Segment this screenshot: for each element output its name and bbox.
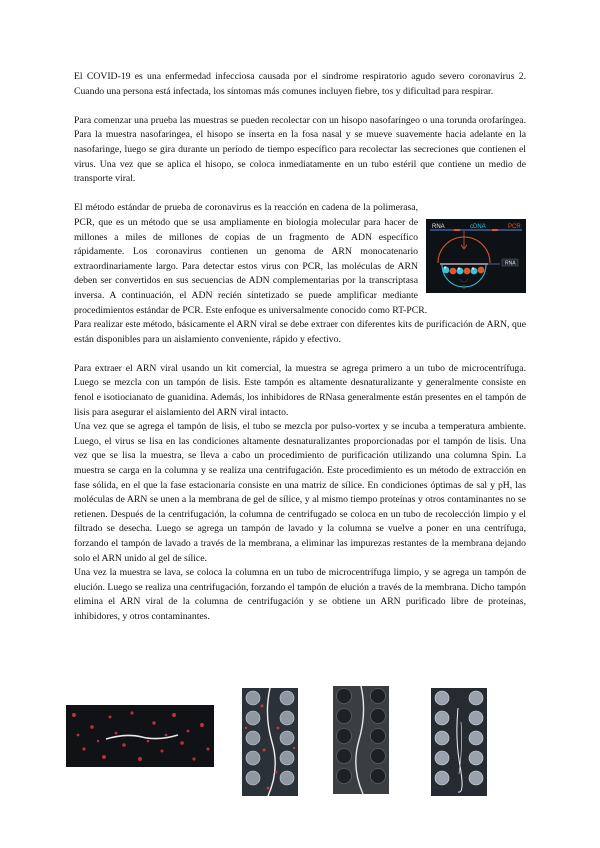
virus-photo-1 (66, 705, 214, 767)
paragraph-pcr-method (74, 201, 526, 318)
paragraph-sample-collection: Para comenzar una prueba las muestras se pueden recolectar con un hisopo nasofaríngeo o una torunda orofaríngea. Para la muestra nasofaríngea, el hisopo se inserta en la fosa nasal y se mueve suavemente hacia adelante en la nasofaringe, luego se gira durante un período de tiempo específico para recolectar las secreciones que contienen el virus. Una vez que se aplica el hisopo, se coloca inmediatamente en un tubo estéril que contiene un medio de transporte viral. (74, 114, 526, 185)
article-body (74, 70, 526, 625)
paragraph-lysis-purification: Una vez que se agrega el tampón de lisis, el tubo se mezcla por pulso-vortex y se incuba a temperatura ambiente. Luego, el virus se lisa en las condiciones altamente desnaturalizantes proporcionadas por el tampón de lisis. Una vez que se lisa la muestra, se lleva a cabo un procedimiento de purificación utilizando una columna Spin. La muestra se carga en la columna y se realiza una centrifugación. Este procedimiento es un método de extracción en fase sólida, en el que la fase estacionaria consiste en una matriz de sílice. En condiciones óptimas de sal y pH, las moléculas de ARN se unen a la membrana de gel de sílice, y al mismo tiempo proteínas y otros contaminantes no se retienen. Después de la centrifugación, la columna de centrifugado se coloca en un tubo de recolección limpio y el filtrado se desecha. Luego se agrega un tampón de lavado y la columna se vuelve a poner en una centrífuga, forzando el tampón de lavado a través de la membrana, a eliminar las impurezas restantes de la membrana dejando solo el ARN unido al gel de sílice. (74, 421, 526, 564)
spin-column-photo-2 (333, 686, 389, 794)
paragraph-covid-intro: El COVID-19 es una enfermedad infecciosa causada por el síndrome respiratorio agudo severo coronavirus 2. Cuando una persona está infectada, los síntomas más comunes incluyen fiebre, tos y dificultad para respirar. (74, 71, 526, 97)
rna-label: RNA (432, 224, 445, 230)
paragraph-rna-extraction: Para realizar este método, básicamente el ARN viral se debe extraer con diferentes kits de purificación de ARN, que están disponibles para un aislamiento conveniente, rápido y efectivo. (74, 319, 526, 345)
paragraph-pcr-method-text: El método estándar de prueba de coronavirus es la reacción en cadena de la polimerasa, PCR, que es un método que se usa ampliamente en biología molecular para hacer de millones a miles de millones de copias de un fragmento de ADN específico rápidamente. Los coronavirus contienen un genoma de ARN monocatenario extraordinariamente largo. Para detectar estos virus con PCR, las moléculas de ARN deben ser convertidos en sus secuencias de ADN complementarias por la transcriptasa inversa. A continuación, el ADN recién sintetizado se puede amplificar mediante procedimientos estándar de PCR. Este enfoque es universalmente conocido como RT-PCR. (74, 202, 428, 316)
cdna-label: cDNA (470, 224, 486, 230)
virus-photo-1-graphic (66, 705, 214, 767)
rna-lower-label: RNA (505, 260, 516, 267)
spin-column-photo-1 (242, 688, 298, 796)
paragraph-kit-extraction: Para extraer el ARN viral usando un kit comercial, la muestra se agrega primero a un tubo de microcentrífuga. Luego se mezcla con un tampón de lisis. Este tampón es altamente desnaturalizante y generalmente consiste en fenol e isotiocianato de guanidina. Además, los inhibidores de RNasa generalmente están presentes en el tampón de lisis para asegurar el aislamiento del ARN viral intacto. (74, 362, 526, 418)
pcr-label: PCR (508, 224, 521, 230)
spin-column-photo-2-graphic (333, 686, 389, 794)
spin-column-photo-3-graphic (431, 688, 487, 796)
spin-column-photo-3 (431, 688, 487, 796)
spin-column-photo-1-graphic (242, 688, 298, 796)
figure-float-space (418, 201, 526, 295)
paragraph-elution: Una vez la muestra se lava, se coloca la columna en un tubo de microcentrífuga limpio, y se agrega un tampón de elución. Luego se realiza una centrifugación, forzando el tampón de elución a través de la membrana. Dicho tampón elimina el ARN viral de la columna de centrifugación y se obtiene un ARN purificado libre de proteínas, inhibidores, y otros contaminantes. (74, 567, 526, 622)
